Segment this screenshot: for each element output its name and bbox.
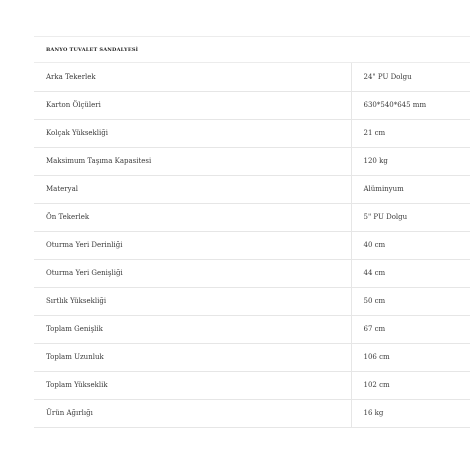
- spec-label: Toplam Genişlik: [34, 315, 351, 343]
- spec-value: 50 cm: [351, 287, 470, 315]
- spec-value: 24" PU Dolgu: [351, 63, 470, 91]
- spec-label: Sırtlık Yüksekliği: [34, 287, 351, 315]
- spec-label: Oturma Yeri Genişliği: [34, 259, 351, 287]
- table-row: [34, 287, 470, 315]
- table-row: [34, 259, 470, 287]
- spec-label: Materyal: [34, 175, 351, 203]
- table-row: [34, 399, 470, 427]
- table-row: [34, 315, 470, 343]
- table-row: [34, 63, 470, 91]
- spec-card: [34, 36, 470, 428]
- spec-value: 16 kg: [351, 399, 470, 427]
- table-row: [34, 371, 470, 399]
- table-row: [34, 203, 470, 231]
- spec-value: 120 kg: [351, 147, 470, 175]
- spec-label: Ürün Ağırlığı: [34, 399, 351, 427]
- spec-label: Maksimum Taşıma Kapasitesi: [34, 147, 351, 175]
- spec-label: Toplam Yükseklik: [34, 371, 351, 399]
- spec-header: [34, 36, 470, 63]
- table-row: [34, 175, 470, 203]
- table-row: [34, 119, 470, 147]
- table-row: [34, 343, 470, 371]
- table-row: [34, 147, 470, 175]
- spec-table: [34, 63, 470, 428]
- spec-value: 44 cm: [351, 259, 470, 287]
- table-row: [34, 231, 470, 259]
- table-row: [34, 91, 470, 119]
- spec-value: 40 cm: [351, 231, 470, 259]
- section-title: BANYO TUVALET SANDALYESİ: [46, 46, 139, 53]
- spec-value: 67 cm: [351, 315, 470, 343]
- spec-value: 106 cm: [351, 343, 470, 371]
- spec-label: Arka Tekerlek: [34, 63, 351, 91]
- spec-label: Toplam Uzunluk: [34, 343, 351, 371]
- spec-label: Oturma Yeri Derinliği: [34, 231, 351, 259]
- spec-label: Kolçak Yüksekliği: [34, 119, 351, 147]
- spec-label: Karton Ölçüleri: [34, 91, 351, 119]
- spec-value: 102 cm: [351, 371, 470, 399]
- spec-value: 5" PU Dolgu: [351, 203, 470, 231]
- spec-label: Ön Tekerlek: [34, 203, 351, 231]
- spec-value: 21 cm: [351, 119, 470, 147]
- spec-value: Alüminyum: [351, 175, 470, 203]
- spec-value: 630*540*645 mm: [351, 91, 470, 119]
